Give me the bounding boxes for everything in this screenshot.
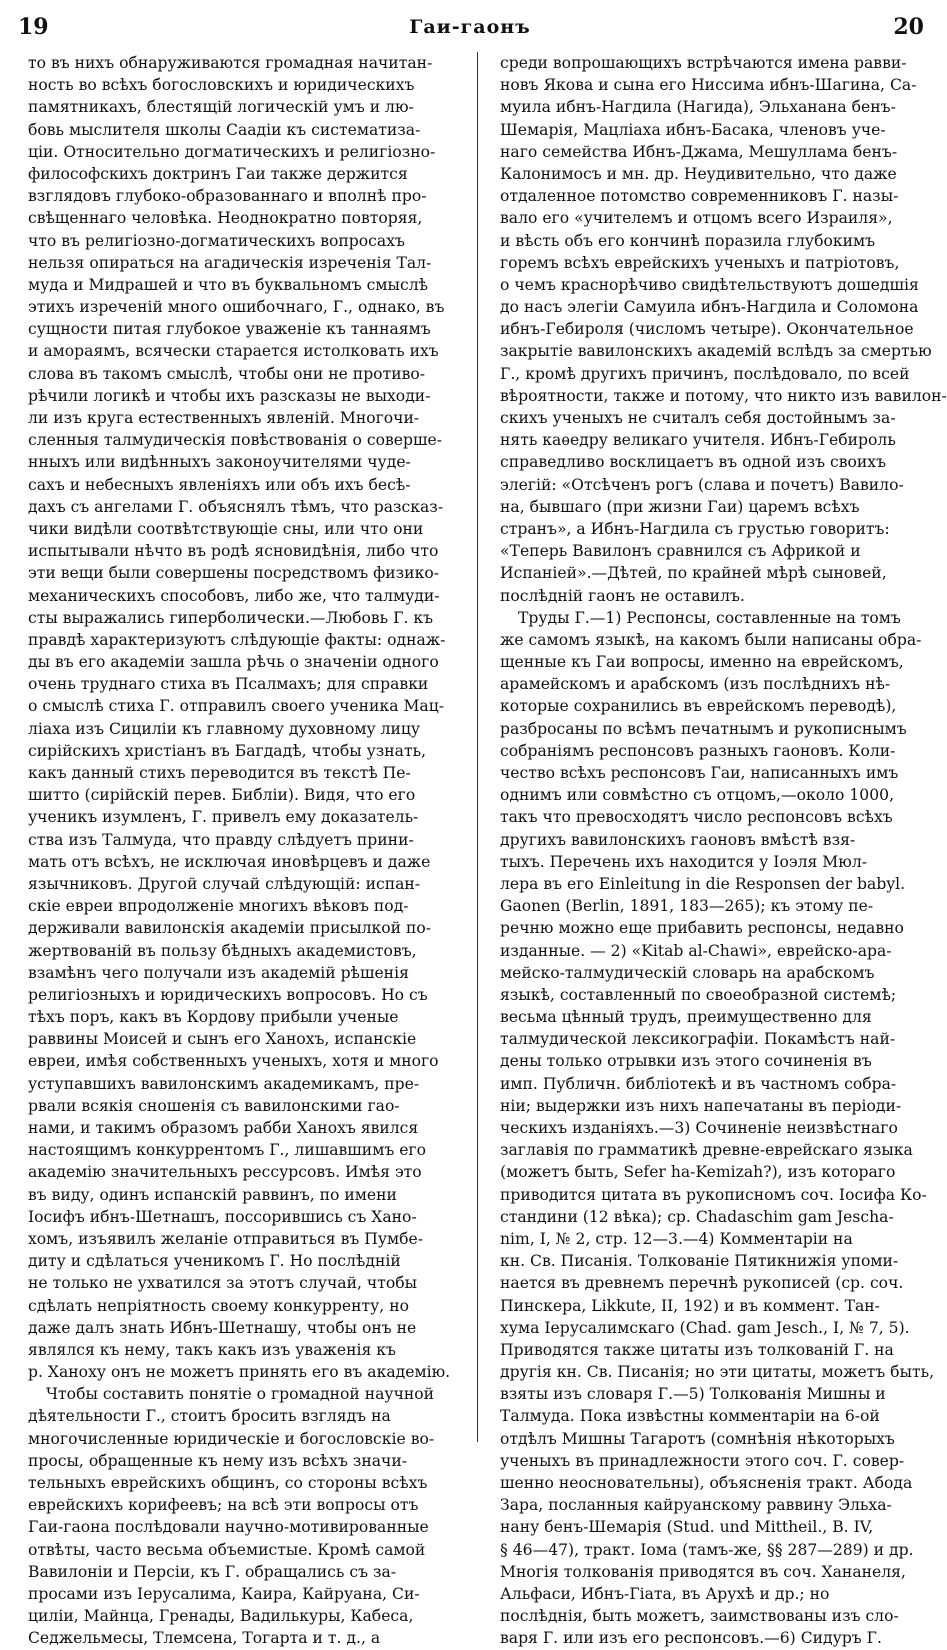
text-line: ученыхъ въ принадлежности этого соч. Г. совер- xyxy=(500,1451,905,1470)
text-line: жертвованій въ пользу бѣдныхъ академистовъ, xyxy=(28,941,417,960)
text-line: нять каѳедру великаго учителя. Ибнъ-Гебироль xyxy=(500,431,896,450)
text-line: же самомъ языкѣ, на какомъ были написаны обра- xyxy=(500,630,922,649)
text-line: изданные. — 2) «Kitab al-Chawi», еврейско-ара- xyxy=(500,941,892,960)
text-line: послѣднія, быть можетъ, заимствованы изъ сло- xyxy=(500,1607,899,1626)
text-line: диту и сдѣлаться ученикомъ Г. Но послѣдній xyxy=(28,1252,401,1271)
right-column xyxy=(500,52,947,1648)
text-line: мейско-талмудическій словарь на арабскомъ xyxy=(500,963,875,982)
text-line: нами, и такимъ образомъ рабби Ханохъ явился xyxy=(28,1119,419,1137)
text-line: Gaonen (Berlin, 1891, 183—265); къ этому пе- xyxy=(500,897,874,916)
text-line: тѣхъ поръ, какъ въ Кордову прибыли ученые xyxy=(28,1008,399,1027)
text-line: сленныя талмудическія повѣствованія о соверше- xyxy=(28,431,442,450)
text-line: испытывали нѣчто въ родѣ ясновидѣнія, либо что xyxy=(28,542,439,561)
text-line: отдаленное потомство современниковъ Г. назы- xyxy=(500,187,899,206)
text-line: этихъ изреченій много ошибочнаго, Г., однако, въ xyxy=(28,298,445,317)
text-line: которые сохранились въ еврейскомъ переводѣ), xyxy=(500,697,897,716)
text-line: рвали всякія сношенія съ вавилонскими гао- xyxy=(28,1096,400,1115)
text-line: то въ нихъ обнаруживаются громадная начитан- xyxy=(28,54,433,72)
text-line: нныхъ или видѣнныхъ законоучителями чуде- xyxy=(28,453,411,472)
text-line: дѣятельности Г., стоитъ бросить взглядъ на xyxy=(28,1407,391,1426)
text-line: нается въ древнемъ перечнѣ рукописей (ср. соч. xyxy=(500,1274,904,1293)
text-line: сирійскихъ христіанъ въ Багдадѣ, чтобы узнать, xyxy=(28,741,427,760)
text-line: талмудической лексикографіи. Покамѣстъ най- xyxy=(500,1030,896,1049)
text-line: nim, I, № 2, стр. 12—3.—4) Комментаріи на xyxy=(500,1229,853,1248)
page-number-right: 20 xyxy=(893,14,924,40)
text-line: нельзя опираться на агадическія изреченія Тал- xyxy=(28,253,432,272)
text-line: взамѣнъ чего получали изъ академій рѣшенія xyxy=(28,963,409,982)
text-line: что въ религіозно-догматическихъ вопросахъ xyxy=(28,231,405,250)
page-number-left: 19 xyxy=(18,14,49,40)
text-line: вало его «учителемъ и отцомъ всего Израиля», xyxy=(500,209,893,228)
column-divider xyxy=(477,52,478,1442)
text-line: странъ», а Ибнъ-Нагдила съ грустью говоритъ: xyxy=(500,519,890,538)
text-line: однимъ или совмѣстно съ отцомъ,—около 1000, xyxy=(500,786,895,805)
text-line: Седжельмесы, Тлемсена, Тогарта и т. д., а xyxy=(28,1629,381,1648)
text-line: сущности питая глубокое уваженіе къ таннаямъ xyxy=(28,320,431,339)
text-line: Шемарія, Мацліаха ибнъ-Басака, членовъ уче- xyxy=(500,120,886,139)
text-line: ли изъ круга естественныхъ явленій. Многочи- xyxy=(28,409,420,427)
text-line: нану бенъ-Шемарія (Stud. und Mittheil., B. IV, xyxy=(500,1518,874,1537)
text-line: на, бывшаго (при жизни Гаи) царемъ всѣхъ xyxy=(500,497,860,516)
text-line: разбросаны по всѣмъ печатнымъ и рукописнымъ xyxy=(500,719,907,738)
text-line: сты выражались гиперболически.—Любовь Г. къ xyxy=(28,608,434,627)
text-line: ліаха изъ Сициліи къ главному духовному лицу xyxy=(28,719,421,738)
text-line: варя Г. или изъ его респонсовъ.—6) Сидуръ Г. xyxy=(500,1629,882,1648)
text-line: горемъ всѣхъ еврейскихъ ученыхъ и патріотовъ, xyxy=(500,253,900,272)
text-line: имп. Публичн. библіотекѣ и въ частномъ собра- xyxy=(500,1074,897,1093)
text-line: Труды Г.—1) Респонсы, составленные на томъ xyxy=(518,608,901,627)
text-line: отвѣты, часто весьма объемистые. Кромѣ самой xyxy=(28,1540,426,1559)
text-line: щенные къ Гаи вопросы, именно на еврейскомъ, xyxy=(500,653,904,672)
text-line: Гаи-гаона послѣдовали научно-мотивированные xyxy=(28,1518,429,1537)
text-line: хума Іерусалимскаго (Chad. gam Jesch., I, № 7, 5). xyxy=(500,1318,910,1337)
text-line: чики видѣли соотвѣтствующіе сны, или что они xyxy=(28,519,424,538)
text-line: и вѣсть объ его кончинѣ поразила глубокимъ xyxy=(500,231,876,250)
text-line: хомъ, изъявилъ желаніе отправиться въ Пумбе- xyxy=(28,1229,424,1248)
text-line: стандини (12 вѣка); ср. Chadaschim gam Jescha- xyxy=(500,1207,894,1226)
text-line: Пинскера, Likkute, II, 192) и въ коммент. Тан- xyxy=(500,1296,880,1315)
running-title: Гаи-гаонъ xyxy=(409,16,531,38)
text-line: сдѣлать непріятность своему конкурренту, но xyxy=(28,1296,409,1315)
text-line: ніи; выдержки изъ нихъ напечатаны въ періоди- xyxy=(500,1096,902,1115)
left-column xyxy=(28,52,460,1648)
text-line: (можетъ быть, Sefer ha-Kemizah?), изъ котораго xyxy=(500,1163,896,1182)
text-line: рѣчили логикѣ и чтобы ихъ разсказы не выходи- xyxy=(28,386,431,405)
text-line: арамейскомъ и арабскомъ (изъ послѣднихъ нѣ- xyxy=(500,675,891,694)
text-line: свѣщеннаго человѣка. Неоднократно повторяя, xyxy=(28,209,423,228)
text-line: циліи, Майнца, Гренады, Вадилькуры, Кабеса, xyxy=(28,1607,414,1626)
text-line: до насъ элегіи Самуила ибнъ-Нагдила и Соломона xyxy=(500,298,919,317)
text-line: лера въ его Einleitung in die Responsen der babyl. xyxy=(500,874,906,893)
text-line: Многія толкованія приводятся въ соч. Хананеля, xyxy=(500,1562,906,1581)
text-line: справедливо восклицаетъ въ одной изъ своихъ xyxy=(500,453,887,472)
text-line: настоящимъ конкуррентомъ Г., лишавшимъ его xyxy=(28,1141,426,1160)
text-line: просами изъ Іерусалима, Каира, Кайруана, Си- xyxy=(28,1584,420,1603)
text-line: памятникахъ, блестящій логическій умъ и лю- xyxy=(28,98,414,117)
text-line: р. Ханоху онъ не можетъ принять его въ академію. xyxy=(28,1363,451,1382)
text-line: весьма цѣнный трудъ, преимущественно для xyxy=(500,1008,872,1027)
text-line: язычниковъ. Другой случай слѣдующій: испан- xyxy=(28,874,421,893)
text-line: Іосифъ ибнъ-Шетнашъ, поссорившись съ Хано- xyxy=(28,1207,417,1226)
text-line: и амораямъ, всячески старается истолковать ихъ xyxy=(28,342,439,361)
text-line: Г., кромѣ другихъ причинъ, послѣдовало, по всей xyxy=(500,364,910,383)
text-line: очень труднаго стиха въ Псалмахъ; для справки xyxy=(28,675,429,694)
text-line: послѣдній гаонъ не оставилъ. xyxy=(500,586,745,605)
text-line: вѣроятности, также и потому, что никто изъ вавилон- xyxy=(500,386,947,405)
text-line: Приводятся также цитаты изъ толкованій Г. на xyxy=(500,1340,894,1359)
text-line: шитто (сирійскій перев. Библіи). Видя, что его xyxy=(28,786,416,805)
text-line: философскихъ доктринъ Гаи также держится xyxy=(28,164,408,183)
text-line: муда и Мидрашей и что въ буквальномъ смыслѣ xyxy=(28,275,429,294)
text-line: правдѣ характеризуютъ слѣдующіе факты: однаж- xyxy=(28,630,446,649)
text-line: ученикъ изумленъ, Г. привелъ ему доказатель- xyxy=(28,808,419,827)
text-line: новъ Якова и сына его Ниссима ибнъ-Шагина, Са- xyxy=(500,76,917,95)
text-line: заглавія по грамматикѣ древне-еврейскаго языка xyxy=(500,1141,913,1160)
text-line: являлся къ нему, такъ какъ изъ уваженія къ xyxy=(28,1340,396,1359)
text-line: о смыслѣ стиха Г. отправилъ своего ученика Мац- xyxy=(28,697,445,716)
text-line: наго семейства Ибнъ-Джама, Мешуллама бенъ- xyxy=(500,142,898,161)
text-line: какъ данный стихъ переводится въ текстѣ Пе- xyxy=(28,764,411,782)
text-line: взглядовъ глубоко-образованнаго и вполнѣ про- xyxy=(28,187,427,206)
text-line: такъ что превосходятъ число респонсовъ всѣхъ xyxy=(500,808,893,827)
text-line: шенно неосновательны), объясненія тракт. Абода xyxy=(500,1474,913,1492)
text-line: другихъ вавилонскихъ гаоновъ вмѣстѣ взя- xyxy=(500,830,856,849)
text-line: еврейскихъ корифеевъ; на всѣ эти вопросы отъ xyxy=(28,1496,419,1515)
text-line: чество всѣхъ респонсовъ Гаи, написанныхъ имъ xyxy=(500,764,899,782)
text-line: § 46—47), тракт. Іома (тамъ-же, §§ 287—289) и др. xyxy=(500,1540,914,1559)
text-line: дены только отрывки изъ этого сочиненія въ xyxy=(500,1052,872,1071)
text-line: закрытіе вавилонскихъ академій вслѣдъ за смертью xyxy=(500,342,932,361)
text-line: даже далъ знать Ибнъ-Шетнашу, чтобы онъ не xyxy=(28,1318,417,1337)
text-line: кн. Св. Писанія. Толкованіе Пятикнижія упоми- xyxy=(500,1252,899,1271)
text-line: сахъ и небесныхъ явленіяхъ или объ ихъ бесѣ- xyxy=(28,475,411,494)
text-line: ческихъ изданіяхъ.—3) Сочиненіе неизвѣстнаго xyxy=(500,1119,898,1137)
text-line: слова въ такомъ смыслѣ, чтобы они не противо- xyxy=(28,364,426,383)
text-line: религіозныхъ и юридическихъ вопросовъ. Но съ xyxy=(28,985,428,1004)
text-line: элегій: «Отсѣченъ рогъ (слава и почетъ) Вавило- xyxy=(500,475,904,494)
text-line: академію значительныхъ рессурсовъ. Имѣя это xyxy=(28,1163,422,1182)
text-line: приводится цитата въ рукописномъ соч. Іосифа Ко- xyxy=(500,1185,927,1204)
text-line: механическихъ способовъ, либо же, что талмуди- xyxy=(28,586,440,605)
text-line: раввины Моисей и сынъ его Ханохъ, испанскіе xyxy=(28,1030,417,1049)
text-line: тыхъ. Перечень ихъ находится у Іоэля Мюл- xyxy=(500,852,868,871)
text-line: мать отъ всѣхъ, не исключая иновѣрцевъ и даже xyxy=(28,852,431,871)
text-line: о чемъ краснорѣчиво свидѣтельствуютъ дошедшія xyxy=(500,275,919,294)
text-line: просы, обращенные къ нему изъ всѣхъ значи- xyxy=(28,1451,408,1470)
text-line: Зара, посланныя кайруанскому раввину Эльха- xyxy=(500,1496,892,1515)
text-line: среди вопрошающихъ встрѣчаются имена равви- xyxy=(500,54,907,72)
text-line: ства изъ Талмуда, что правду слѣдуетъ прини- xyxy=(28,830,414,849)
text-line: Калонимосъ и мн. др. Неудивительно, что даже xyxy=(500,164,897,183)
text-line: не только не ухватился за этотъ случай, чтобы xyxy=(28,1274,418,1293)
text-line: речню можно еще прибавить респонсы, недавно xyxy=(500,919,904,938)
text-line: скіе евреи впродолженіе многихъ вѣковъ под- xyxy=(28,897,409,916)
text-line: другія кн. Св. Писанія; но эти цитаты, можетъ быть, xyxy=(500,1363,935,1382)
text-line: многочисленные юридическіе и богословскіе во- xyxy=(28,1429,435,1448)
text-line: въ виду, одинъ испанскій раввинъ, по имени xyxy=(28,1185,397,1204)
text-line: Чтобы составить понятіе о громадной научной xyxy=(46,1385,435,1404)
text-line: отдѣлъ Мишны Тагаротъ (сомнѣнія нѣкоторыхъ xyxy=(500,1429,895,1448)
text-line: муила ибнъ-Нагдила (Нагида), Эльханана бенъ- xyxy=(500,98,896,117)
text-line: Вавилоніи и Персіи, къ Г. обращались съ за- xyxy=(28,1562,397,1581)
text-line: дахъ съ ангелами Г. объяснялъ тѣмъ, что разсказ- xyxy=(28,497,444,516)
text-line: «Теперь Вавилонъ сравнился съ Африкой и xyxy=(500,542,861,561)
text-line: взяты изъ словаря Г.—5) Толкованія Мишны и xyxy=(500,1385,886,1404)
text-line: эти вещи были совершены посредствомъ физико- xyxy=(28,564,439,583)
text-line: языкѣ, составленный по своеобразной системѣ; xyxy=(500,985,897,1004)
text-line: Талмуда. Пока извѣстны комментаріи на 6-ой xyxy=(500,1407,880,1426)
text-line: держивали вавилонскія академіи присылкой по- xyxy=(28,919,432,938)
text-line: евреи, имѣя собственныхъ ученыхъ, хотя и много xyxy=(28,1052,439,1071)
text-line: ибнъ-Гебироля (числомъ четыре). Окончательное xyxy=(500,320,914,339)
text-line: уступавшихъ вавилонскимъ академикамъ, пре- xyxy=(28,1074,420,1093)
text-line: ціи. Относительно догматическихъ и религіозно- xyxy=(28,142,436,161)
text-line: Испаніей».—Дѣтей, по крайней мѣрѣ сыновей, xyxy=(500,564,887,583)
text-line: Альфаси, Ибнъ-Гіата, въ Арухѣ и др.; но xyxy=(500,1584,830,1603)
text-line: скихъ ученыхъ не считалъ себя достойнымъ за- xyxy=(500,409,896,427)
text-line: ды въ его академіи зашла рѣчь о значеніи одного xyxy=(28,653,439,672)
text-line: бовь мыслителя школы Саадіи къ систематиза- xyxy=(28,120,421,139)
text-line: ность во всѣхъ богословскихъ и юридическихъ xyxy=(28,76,415,95)
text-line: тельныхъ еврейскихъ общинъ, со стороны всѣхъ xyxy=(28,1474,428,1492)
text-line: собраніямъ респонсовъ разныхъ гаоновъ. Коли- xyxy=(500,741,896,760)
page-header xyxy=(0,8,940,48)
